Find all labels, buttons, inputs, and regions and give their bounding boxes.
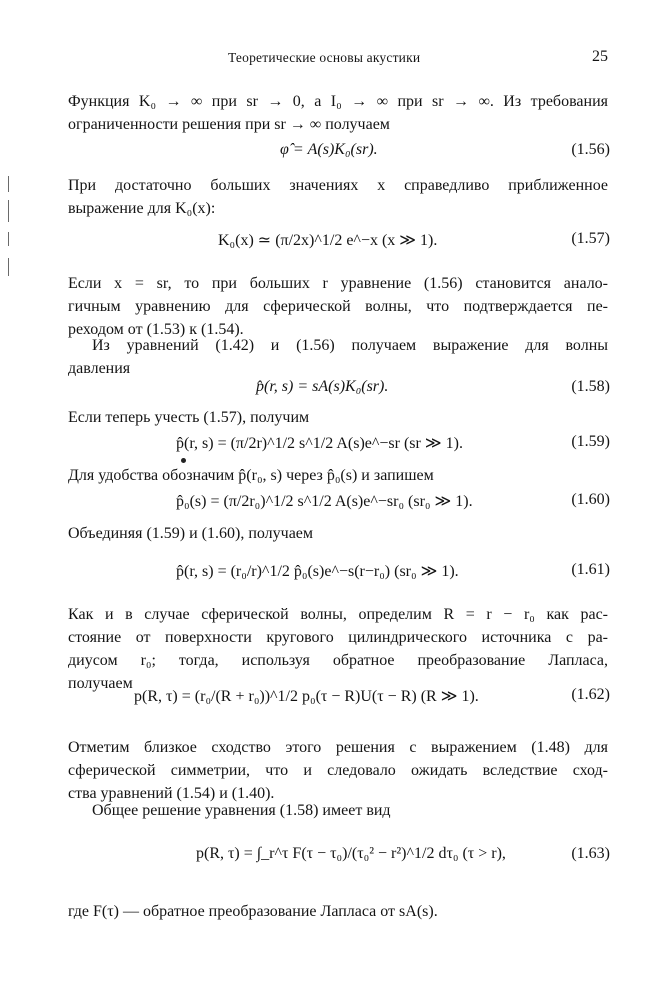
equation-number-1-63: (1.63) — [571, 845, 610, 862]
text-line: реходом от (1.53) к (1.54). — [68, 321, 244, 338]
text-line: выражение для K₀(x): — [68, 200, 216, 217]
margin-mark — [8, 176, 9, 192]
equation-number-1-61: (1.61) — [571, 561, 610, 578]
equation-number-1-62: (1.62) — [571, 686, 610, 703]
equation-1-63: p(R, τ) = ∫_r^τ F(τ − τ₀)/(τ₀² − r²)^1/2 dτ₀ (τ > r), — [196, 845, 506, 862]
text-line: диусом r₀; тогда, используя обратное преобразование Лапласа, — [68, 652, 608, 669]
equation-1-57: K₀(x) ≃ (π/2x)^1/2 e^−x (x ≫ 1). — [218, 232, 438, 249]
text-line: ограниченности решения при sr → ∞ получаем — [68, 116, 390, 133]
paragraph-4 — [68, 334, 608, 380]
text-line: ства уравнений (1.54) и (1.40). — [68, 785, 275, 802]
text-line: Для удобства обозначим p̂(r₀, s) через p̂₀(s) и запишем — [68, 467, 434, 484]
paragraph-1 — [68, 90, 608, 136]
equation-1-62: p(R, τ) = (r₀/(R + r₀))^1/2 p₀(τ − R)U(τ − R) (R ≫ 1). — [134, 688, 479, 705]
paragraph-11 — [68, 900, 608, 923]
text-line: Из уравнений (1.42) и (1.56) получаем выражение для волны — [92, 337, 608, 354]
text-line: сферической симметрии, что и следовало ожидать вследствие сход- — [68, 762, 608, 779]
equation-1-58: p̂(r, s) = sA(s)K₀(sr). — [256, 378, 389, 395]
equation-1-56: φ̂ = A(s)K₀(sr). — [280, 141, 378, 158]
equation-1-59: p̂(r, s) = (π/2r)^1/2 s^1/2 A(s)e^−sr (sr ≫ 1). — [176, 435, 463, 452]
paragraph-2 — [68, 174, 608, 220]
text-line: Как и в случае сферической волны, определим R = r − r₀ как рас- — [68, 606, 608, 623]
text-line: Если x = sr, то при больших r уравнение (1.56) становится анало- — [68, 275, 608, 292]
equation-number-1-56: (1.56) — [571, 141, 610, 158]
equation-number-1-60: (1.60) — [571, 491, 610, 508]
margin-mark — [8, 232, 9, 246]
text-line: гичным уравнению для сферической волны, что подтверждается пе- — [68, 298, 608, 315]
paragraph-9 — [68, 736, 608, 805]
paragraph-6 — [68, 464, 608, 487]
margin-mark — [8, 200, 9, 222]
text-line: Общее решение уравнения (1.58) имеет вид — [92, 802, 391, 819]
text-line: где F(τ) — обратное преобразование Лапласа от sA(s). — [68, 903, 438, 920]
margin-mark — [8, 258, 9, 276]
text-line: Функция K₀ → ∞ при sr → 0, а I₀ → ∞ при sr → ∞. Из требования — [68, 93, 608, 110]
equation-number-1-57: (1.57) — [571, 230, 610, 247]
text-line: стояние от поверхности кругового цилиндрического источника с ра- — [68, 629, 608, 646]
text-line: При достаточно больших значениях x справедливо приближенное — [68, 177, 608, 194]
equation-number-1-58: (1.58) — [571, 378, 610, 395]
running-title: Теоретические основы акустики — [228, 50, 421, 65]
paragraph-3 — [68, 272, 608, 341]
paragraph-8 — [68, 603, 608, 695]
ink-dot — [181, 458, 186, 463]
text-line: Если теперь учесть (1.57), получим — [68, 409, 310, 426]
text-line: давления — [68, 360, 131, 377]
text-line: Отметим близкое сходство этого решения с выражением (1.48) для — [68, 739, 608, 756]
equation-1-61: p̂(r, s) = (r₀/r)^1/2 p̂₀(s)e^−s(r−r₀) (sr₀ ≫ 1). — [176, 563, 459, 580]
paragraph-5 — [68, 406, 608, 429]
paragraph-7 — [68, 522, 608, 545]
text-line: получаем — [68, 675, 133, 692]
equation-1-60: p̂₀(s) = (π/2r₀)^1/2 s^1/2 A(s)e^−sr₀ (sr₀ ≫ 1). — [176, 493, 473, 510]
text-line: Объединяя (1.59) и (1.60), получаем — [68, 525, 314, 542]
page-number: 25 — [592, 48, 608, 65]
equation-number-1-59: (1.59) — [571, 433, 610, 450]
running-header — [0, 50, 672, 72]
paragraph-10 — [68, 799, 608, 822]
